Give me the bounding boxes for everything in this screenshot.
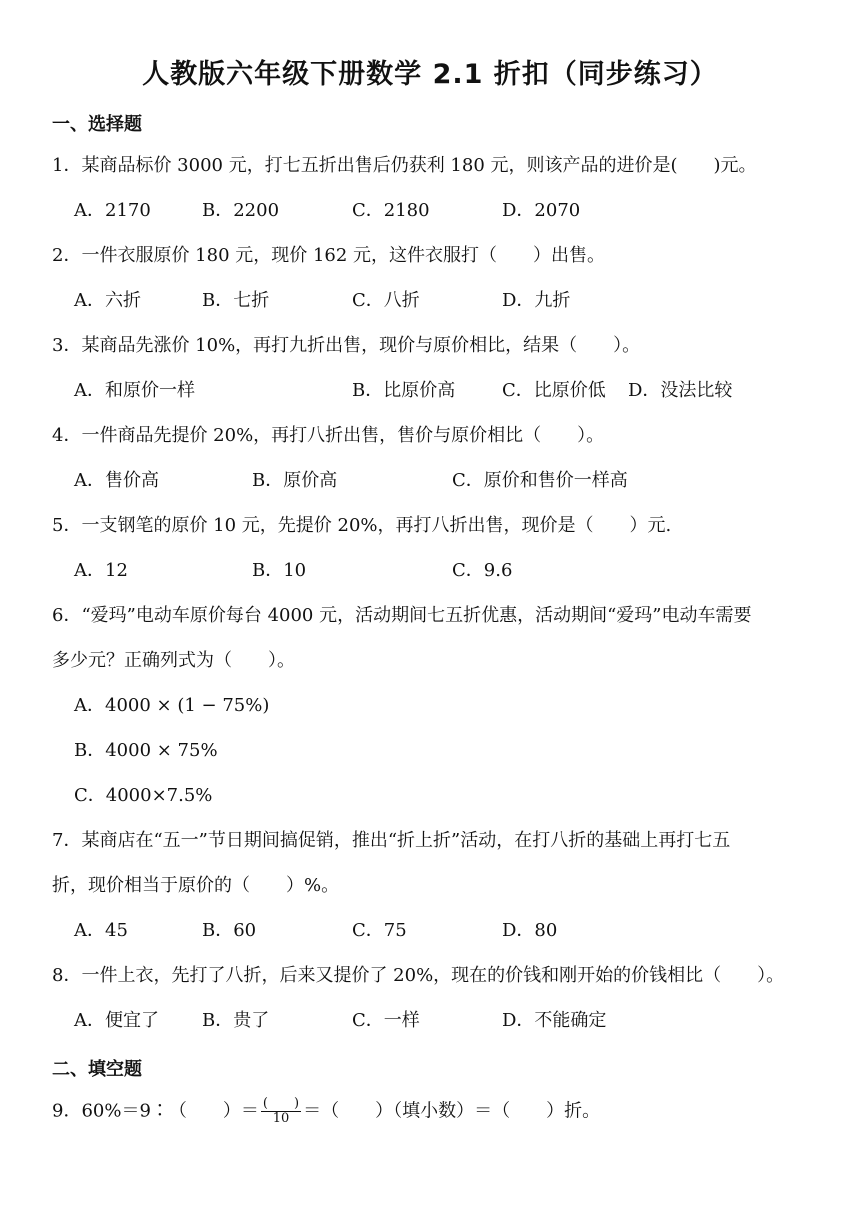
option-b: B．原价高 <box>252 470 338 491</box>
option-b: B．4000 × 75% <box>74 740 218 761</box>
fraction-denominator: 10 <box>272 1111 290 1126</box>
question-4: 4．一件商品先提价 20%，再打八折出售，售价与原价相比（ ）。 <box>52 425 605 446</box>
option-d: D．不能确定 <box>502 1010 607 1031</box>
question-5: 5．一支钢笔的原价 10 元，先提价 20%，再打八折出售，现价是（ ）元. <box>52 515 672 536</box>
page-title: 人教版六年级下册数学 2.1 折扣（同步练习） <box>142 59 718 90</box>
option-b: B．七折 <box>202 290 270 311</box>
option-d: D．九折 <box>502 290 571 311</box>
option-d: D．2070 <box>502 200 581 221</box>
option-b: B．贵了 <box>202 1010 270 1031</box>
option-a: A．4000 × (1 − 75%) <box>74 695 270 716</box>
question-9-part-2: ＝（ ）（填小数）＝（ ）折。 <box>303 1100 601 1122</box>
option-b: B．60 <box>202 920 257 941</box>
option-c: C．比原价低 <box>502 380 606 401</box>
question-9 <box>52 1097 600 1126</box>
question-9-part-1: 9．60%＝9∶（ ）＝ <box>52 1100 259 1122</box>
option-a: A．12 <box>74 560 128 581</box>
option-d: D．80 <box>502 920 558 941</box>
option-b: B．10 <box>252 560 307 581</box>
question-7-line-2: 折，现价相当于原价的（ ）%。 <box>52 875 340 896</box>
option-a: A．售价高 <box>74 470 159 491</box>
fraction <box>261 1097 301 1126</box>
option-a: A．45 <box>74 920 128 941</box>
option-b: B．比原价高 <box>352 380 456 401</box>
question-6-line-2: 多少元？正确列式为（ ）。 <box>52 650 295 671</box>
fraction-numerator: ( ) <box>262 1096 300 1111</box>
question-8: 8．一件上衣，先打了八折，后来又提价了 20%，现在的价钱和刚开始的价钱相比（ ）。 <box>52 965 785 986</box>
option-c: C．4000×7.5% <box>74 785 213 806</box>
option-c: C．75 <box>352 920 407 941</box>
question-1: 1．某商品标价 3000 元，打七五折出售后仍获利 180 元，则该产品的进价是( )元。 <box>52 155 757 176</box>
option-c: C．9.6 <box>452 560 513 581</box>
option-d: D．没法比较 <box>628 380 733 401</box>
question-3: 3．某商品先涨价 10%，再打九折出售，现价与原价相比，结果（ ）。 <box>52 335 641 356</box>
option-b: B．2200 <box>202 200 280 221</box>
section-heading-fill: 二、填空题 <box>52 1059 142 1080</box>
option-c: C．八折 <box>352 290 420 311</box>
section-heading-choice: 一、选择题 <box>52 114 142 135</box>
option-c: C．原价和售价一样高 <box>452 470 628 491</box>
question-6-line-1: 6．“爱玛”电动车原价每台 4000 元，活动期间七五折优惠，活动期间“爱玛”电动车需要 <box>52 605 752 626</box>
option-a: A．六折 <box>74 290 141 311</box>
question-2: 2．一件衣服原价 180 元，现价 162 元，这件衣服打（ ）出售。 <box>52 245 606 266</box>
option-a: A．2170 <box>74 200 151 221</box>
question-7-line-1: 7．某商店在“五一”节日期间搞促销，推出“折上折”活动，在打八折的基础上再打七五 <box>52 830 731 851</box>
option-a: A．便宜了 <box>74 1010 159 1031</box>
option-c: C．2180 <box>352 200 430 221</box>
option-a: A．和原价一样 <box>74 380 195 401</box>
option-c: C．一样 <box>352 1010 420 1031</box>
